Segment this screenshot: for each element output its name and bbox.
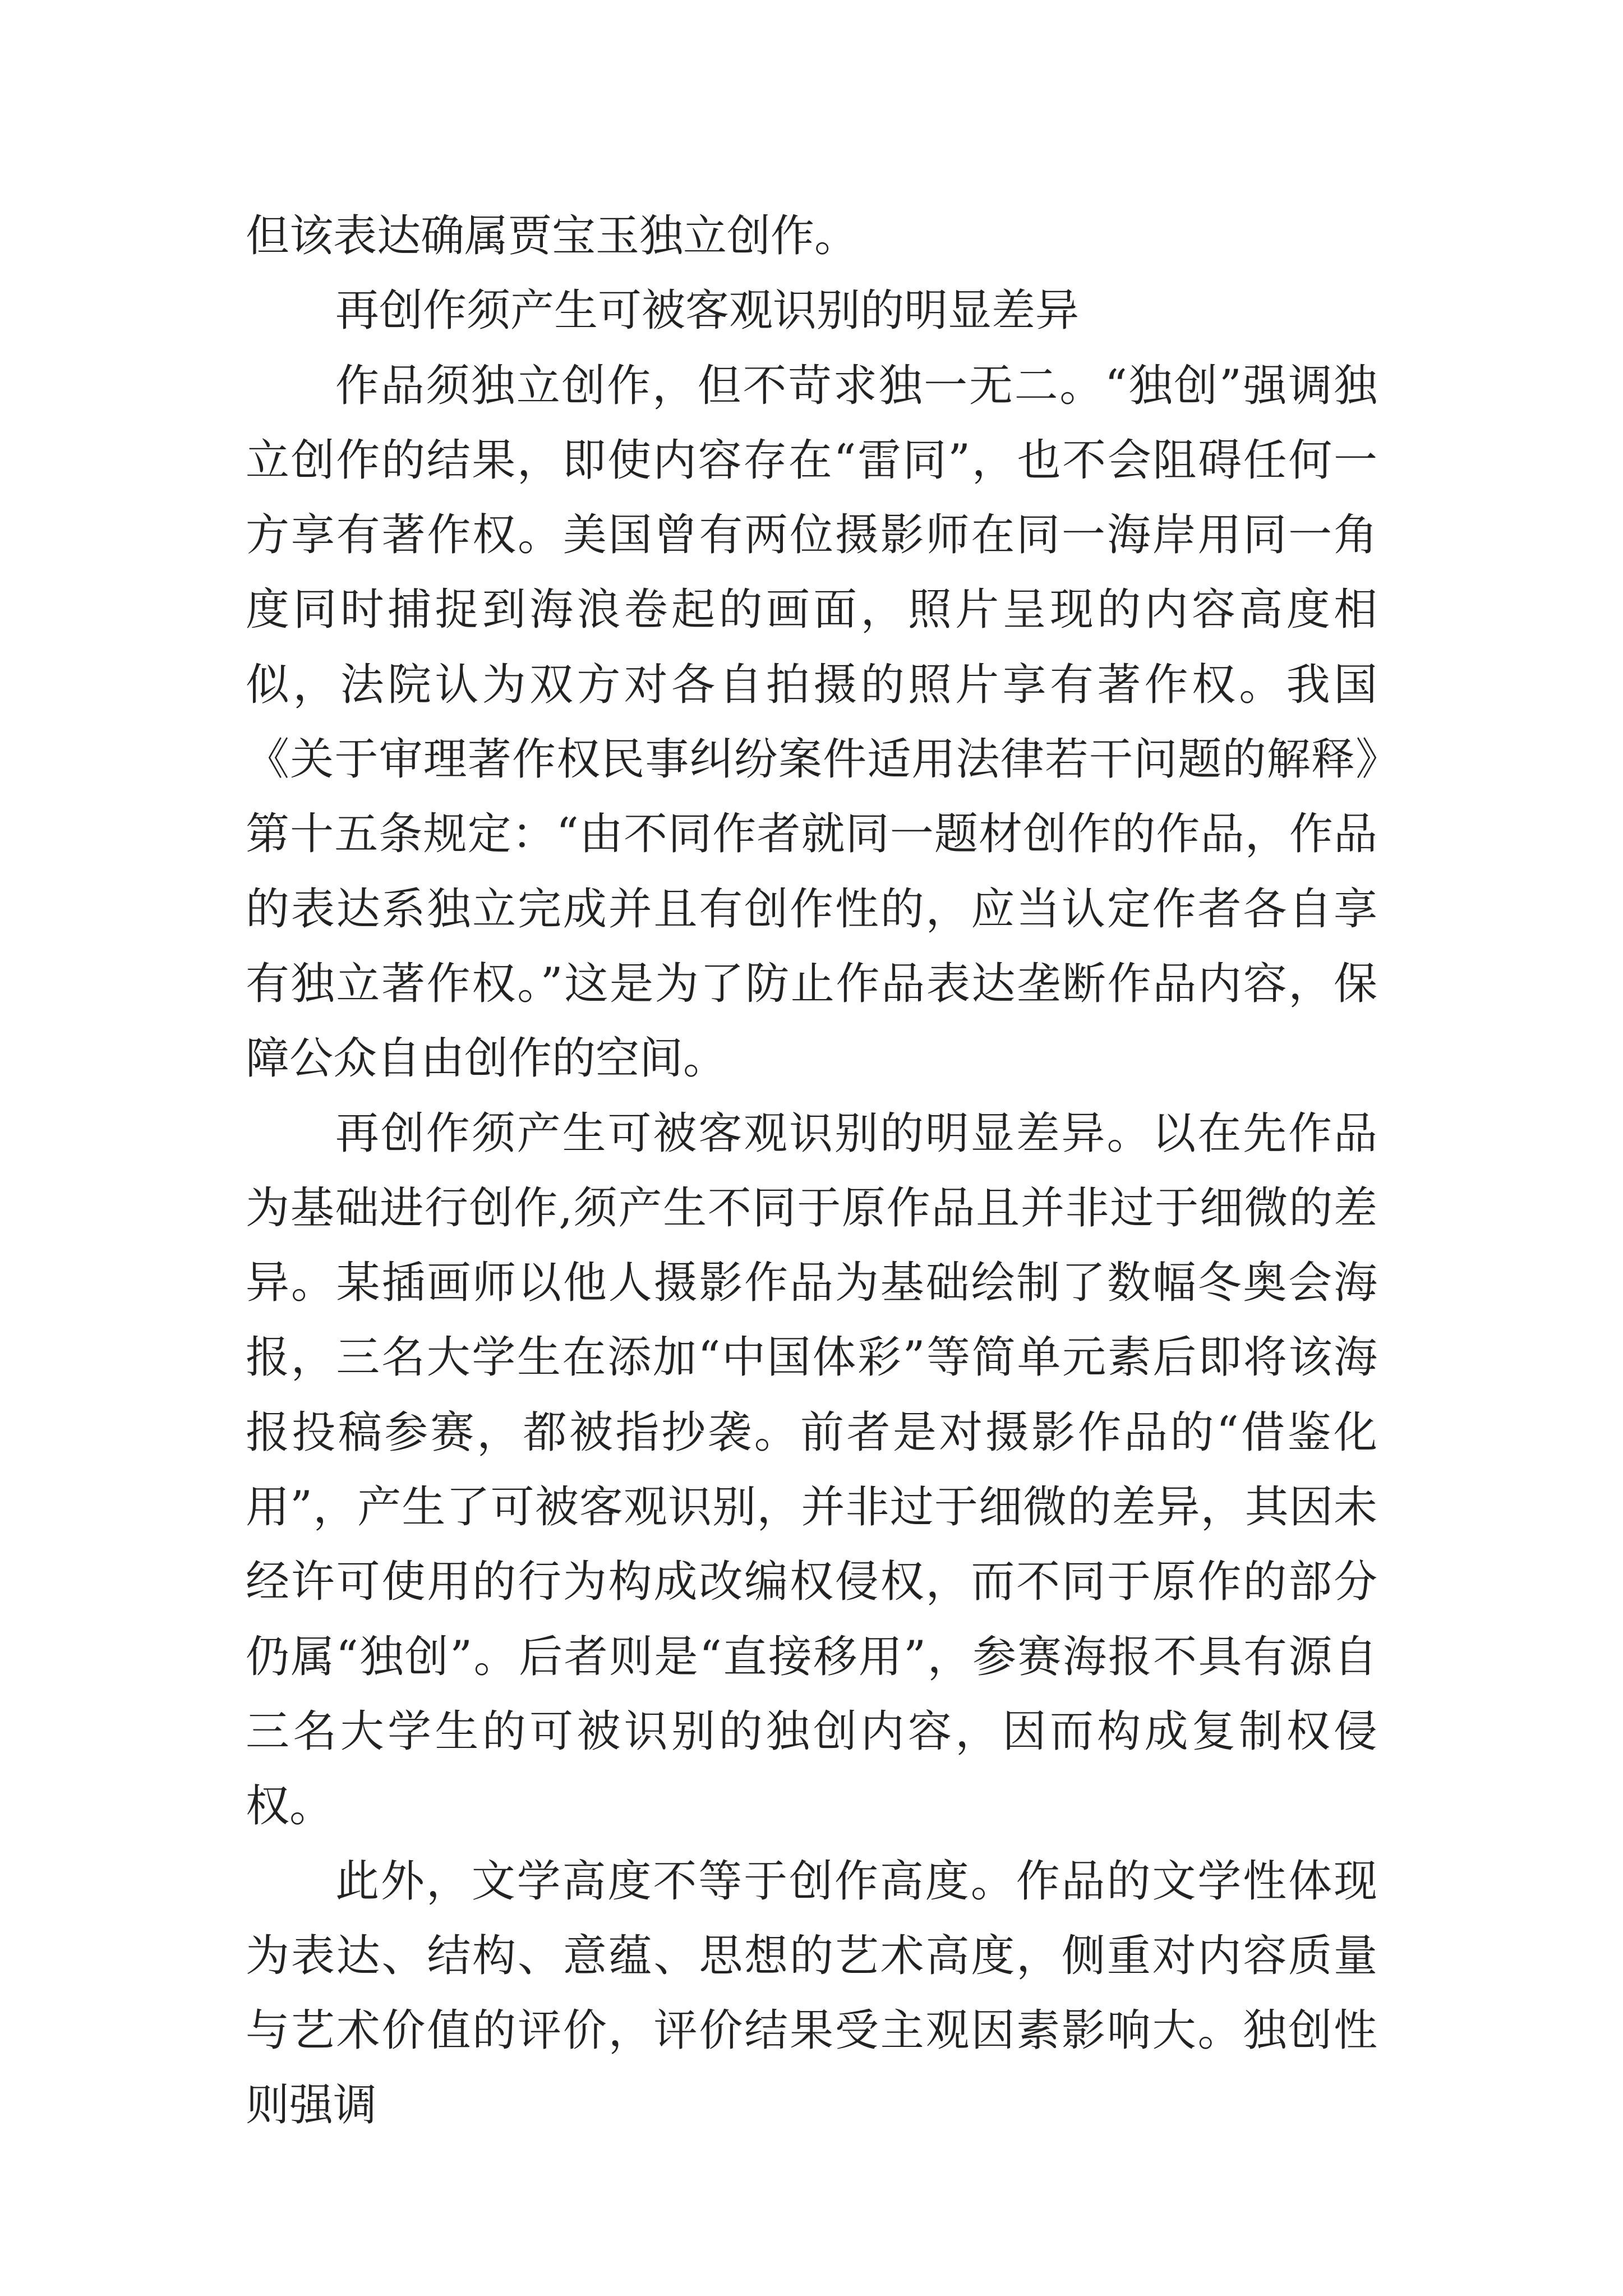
paragraph-literary-height: 此外，文学高度不等于创作高度。作品的文学性体现为表达、结构、意蕴、思想的艺术高度，侧重对内容质量与艺术价值的评价，评价结果受主观因素影响大。独创性则强调 [246,1856,1377,2131]
paragraph-independent-creation: 作品须独立创作，但不苛求独一无二。“独创”强调独立创作的结果，即使内容存在“雷同”，也不会阻碍任何一方享有著作权。美国曾有两位摄影师在同一海岸用同一角度同时捕捉到海浪卷起的画面，照片呈现的内容高度相似，法院认为双方对各自拍摄的照片享有著作权。我国《关于审理著作权民事纠纷案件适用法律若干问题的解释》第十五条规定：“由不同作者就同一题材创作的作品，作品的表达系独立完成并且有创作性的，应当认定作者各自享有独立著作权。”这是为了防止作品表达垄断作品内容，保障公众自由创作的空间。 [246,360,1377,1084]
paragraph-continuation: 但该表达确属贾宝玉独立创作。 [246,211,859,261]
section-heading: 再创作须产生可被客观识别的明显差异 [335,286,1080,337]
document-body [246,199,1377,2143]
paragraph-recreation-difference: 再创作须产生可被客观识别的明显差异。以在先作品为基础进行创作,须产生不同于原作品且并非过于细微的差异。某插画师以他人摄影作品为基础绘制了数幅冬奥会海报，三名大学生在添加“中国体彩”等简单元素后即将该海报投稿参赛，都被指抄袭。前者是对摄影作品的“借鉴化用”，产生了可被客观识别，并非过于细微的差异，其因未经许可使用的行为构成改编权侵权，而不同于原作的部分仍属“独创”。后者则是“直接移用”，参赛海报不具有源自三名大学生的可被识别的独创内容，因而构成复制权侵权。 [246,1108,1377,1832]
